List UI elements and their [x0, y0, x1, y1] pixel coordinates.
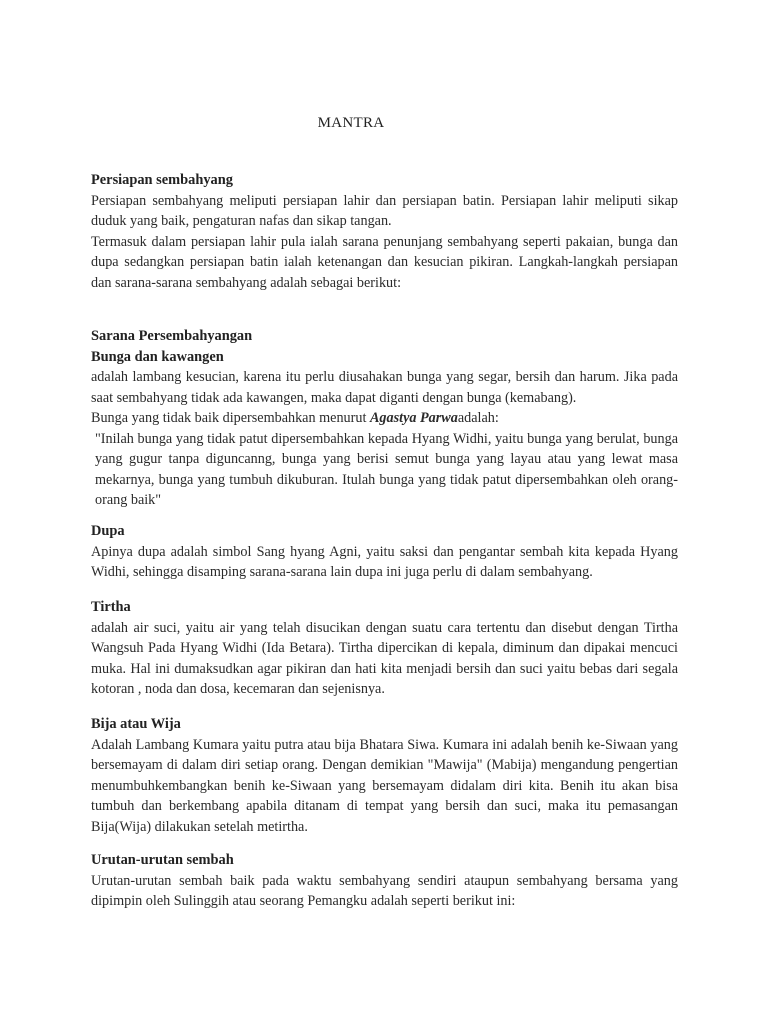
heading-sarana: Sarana Persembahyangan: [91, 328, 253, 344]
section-dupa: [91, 521, 678, 583]
paragraph-persiapan-2: Termasuk dalam persiapan lahir pula ialah sarana penunjang sembahyang seperti pakaian, bunga dan dupa sedangkan persiapan batin ialah ketenangan dan kesucian pikiran. Langkah-langkah persiapan dan sarana-sarana sembahyang adalah sebagai berikut:: [91, 233, 678, 291]
heading-urutan: Urutan-urutan sembah: [91, 852, 234, 868]
paragraph-urutan: Urutan-urutan sembah baik pada waktu sembahyang sendiri ataupun sembahyang bersama yang dipimpin oleh Sulinggih atau seorang Pemangku adalah seperti berikut ini:: [91, 872, 678, 909]
paragraph-bunga-2-before: Bunga yang tidak baik dipersembahkan menurut: [91, 410, 370, 426]
heading-bija: Bija atau Wija: [91, 716, 181, 732]
page-title: MANTRA: [317, 115, 385, 131]
quote-bunga: "Inilah bunga yang tidak patut dipersembahkan kepada Hyang Widhi, yaitu bunga yang berulat, bunga yang gugur tanpa diguncanng, bunga yang berisi semut bunga yang layau atau yang lewat masa mekarnya, bunga yang tumbuh dikuburan. Itulah bunga yang tidak patut dipersembahkan oleh orang-orang baik": [95, 430, 678, 508]
paragraph-bunga-2-after: adalah:: [457, 410, 499, 426]
agastya-parwa-emphasis: Agastya Parwa: [369, 410, 458, 426]
paragraph-bunga-2: [91, 408, 678, 429]
paragraph-bunga-1: adalah lambang kesucian, karena itu perlu diusahakan bunga yang segar, bersih dan harum. Jika pada saat sembahyang tidak ada kawangen, maka dapat diganti dengan bunga (kemabang).: [91, 369, 678, 406]
heading-persiapan: Persiapan sembahyang: [91, 172, 233, 188]
heading-dupa: Dupa: [91, 523, 125, 539]
paragraph-tirtha: adalah air suci, yaitu air yang telah disucikan dengan suatu cara tertentu dan disebut dengan Tirtha Wangsuh Pada Hyang Widhi (Ida Betara). Tirtha dipercikan di kepala, diminum dan dipakai mencuci muka. Hal ini dumaksudkan agar pikiran dan hati kita menjadi bersih dan suci yaitu bebas dari segala kotoran , noda dan dosa, kecemaran dan sejenisnya.: [91, 619, 678, 697]
paragraph-bija: Adalah Lambang Kumara yaitu putra atau bija Bhatara Siwa. Kumara ini adalah benih ke-Siwaan yang bersemayam di dalam diri setiap orang. Dengan demikian "Mawija" (Mabija) mengandung pengertian menumbuhkembangkan benih ke-Siwaan yang bersemayam didalam diri kita. Benih itu akan bisa tumbuh dan berkembang apabila ditanam di tempat yang bersih dan suci, maka itu pemasangan Bija(Wija) dilakukan setelah metirtha.: [91, 736, 678, 835]
paragraph-persiapan-1: Persiapan sembahyang meliputi persiapan lahir dan persiapan batin. Persiapan lahir meliputi sikap duduk yang baik, pengaturan nafas dan sikap tangan.: [91, 192, 678, 229]
section-urutan: [91, 850, 678, 912]
heading-tirtha: Tirtha: [91, 599, 131, 615]
section-persiapan: [91, 170, 678, 293]
section-bija: [91, 714, 678, 837]
section-tirtha: [91, 597, 678, 700]
paragraph-dupa: Apinya dupa adalah simbol Sang hyang Agni, yaitu saksi dan pengantar sembah kita kepada Hyang Widhi, sehingga disamping sarana-sarana lain dupa ini juga perlu di dalam sembahyang.: [91, 543, 678, 580]
section-sarana: [91, 326, 678, 511]
subheading-bunga: Bunga dan kawangen: [91, 348, 224, 365]
